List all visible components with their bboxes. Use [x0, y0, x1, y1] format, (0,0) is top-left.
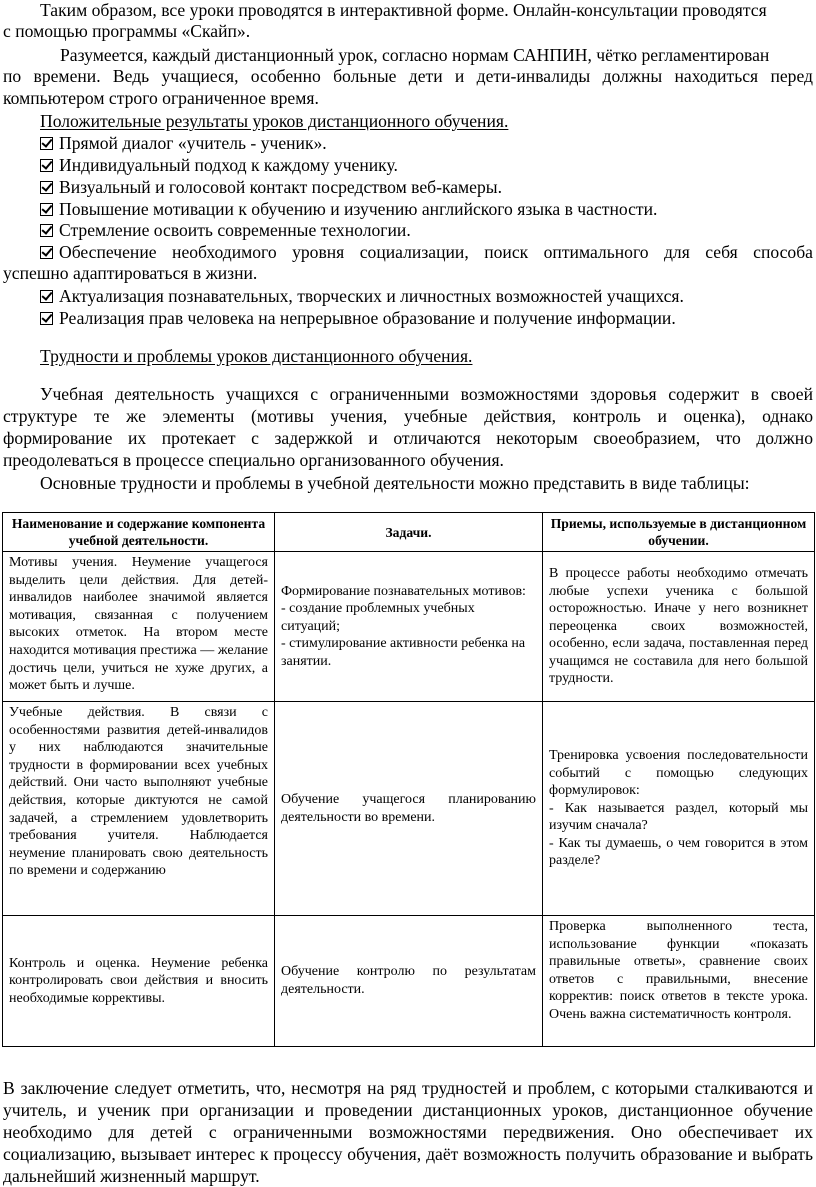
- table-header-row: [3, 513, 815, 552]
- list-item: Визуальный и голосовой контакт посредством веб-камеры.: [40, 177, 502, 198]
- table-cell: Проверка выполненного теста, использование функции «показать правильные ответы», сравнение своих ответов с правильными, внесение корректив: поиск ответов в тексте урока. Очень важна систематичность контроля.: [543, 916, 815, 1047]
- table-cell: Мотивы учения. Неумение учащегося выделить цели действия. Для детей-инвалидов наиболее значимой является мотивация, связанная с получением высоких отметок. На втором месте находится мотивация престижа — желание достичь цели, учиться не хуже других, а может быть и лучше.: [3, 552, 275, 702]
- checkbox-checked-icon: [40, 224, 53, 237]
- table-header-cell: Задачи.: [275, 513, 543, 552]
- list-item: Актуализация познавательных, творческих и личностных возможностей учащихся.: [40, 286, 684, 307]
- body-line: формирование их протекает с задержкой и отличаются некоторым своеобразием, что должно: [3, 428, 813, 448]
- table-row: [3, 552, 815, 702]
- intro-line: с помощью программы «Скайп».: [3, 21, 251, 41]
- table-cell: Обучение контролю по результатам деятельности.: [275, 916, 543, 1047]
- checkbox-checked-icon: [40, 203, 53, 216]
- list-item-continuation: успешно адаптироваться в жизни.: [3, 263, 258, 283]
- checkbox-checked-icon: [40, 137, 53, 150]
- list-item: Прямой диалог «учитель - ученик».: [40, 133, 327, 154]
- checkbox-checked-icon: [40, 312, 53, 325]
- table-header-cell: Наименование и содержание компонента учебной деятельности.: [3, 513, 275, 552]
- checkbox-checked-icon: [40, 290, 53, 303]
- checkbox-checked-icon: [40, 181, 53, 194]
- difficulties-heading: Трудности и проблемы уроков дистанционного обучения.: [40, 346, 473, 366]
- positive-results-heading: Положительные результаты уроков дистанционного обучения.: [40, 111, 509, 131]
- intro-line: компьютером строго ограниченное время.: [3, 88, 319, 108]
- table-cell: Контроль и оценка. Неумение ребенка контролировать свои действия и вносить необходимые коррективы.: [3, 916, 275, 1047]
- list-item: Стремление освоить современные технологии.: [40, 220, 411, 241]
- intro-line: Таким образом, все уроки проводятся в интерактивной форме. Онлайн-консультации проводятся: [40, 0, 767, 20]
- body-line: структуре те же элементы (мотивы учения, учебные действия, контроль и оценка), однако: [3, 406, 813, 426]
- body-line: Основные трудности и проблемы в учебной деятельности можно представить в виде таблицы:: [40, 473, 750, 493]
- checkbox-checked-icon: [40, 246, 53, 259]
- body-line: Учебная деятельность учащихся с ограниченными возможностями здоровья содержит в своей: [40, 384, 813, 404]
- table-cell: В процессе работы необходимо отмечать любые успехи ученика с большой осторожностью. Иначе у него возникнет переоценка своих возможностей, особенно, если задача, поставленная перед учащимся не составила для него большой трудности.: [543, 552, 815, 702]
- table-cell: Обучение учащегося планированию деятельности во времени.: [275, 702, 543, 916]
- checkbox-checked-icon: [40, 159, 53, 172]
- difficulties-table: [2, 512, 815, 1047]
- list-item: Индивидуальный подход к каждому ученику.: [40, 155, 398, 176]
- table-row: [3, 702, 815, 916]
- table-cell: Тренировка усвоения последовательности событий с помощью следующих формулировок: - Как называется раздел, который мы изучим сначала? - Как ты думаешь, о чем говорится в этом разделе?: [543, 702, 815, 916]
- table-cell: Учебные действия. В связи с особенностями развития детей-инвалидов у них наблюдаются значительные трудности в формировании всех учебных действий. Они часто выполняют учебные действия, которые диктуются не самой задачей, а стремлением удовлетворить требования учителя. Наблюдается неумение планировать свою деятельность по времени и содержанию: [3, 702, 275, 916]
- body-line: преодолеваться в процессе специально организованного обучения.: [3, 450, 504, 470]
- list-item: Реализация прав человека на непрерывное образование и получение информации.: [40, 308, 676, 329]
- list-item: Повышение мотивации к обучению и изучению английского языка в частности.: [40, 199, 657, 220]
- table-header-cell: Приемы, используемые в дистанционном обучении.: [543, 513, 815, 552]
- table-cell: Формирование познавательных мотивов: - создание проблемных учебных ситуаций; - стимулирование активности ребенка на занятии.: [275, 552, 543, 702]
- intro-line: Разумеется, каждый дистанционный урок, согласно нормам САНПИН, чётко регламентирован: [60, 45, 770, 65]
- table-row: [3, 916, 815, 1047]
- intro-line: по времени. Ведь учащиеся, особенно больные дети и дети-инвалиды должны находиться перед: [3, 66, 813, 86]
- conclusion-paragraph: В заключение следует отметить, что, несмотря на ряд трудностей и проблем, с которыми сталкиваются и учитель, и ученик при организации и проведении дистанционных уроков, дистанционное обучение необходимо для детей с ограниченными возможностями передвижения. Оно обеспечивает их социализацию, вызывает интерес к процессу обучения, даёт возможность получить образование и выбрать дальнейший жизненный маршрут.: [3, 1078, 813, 1186]
- list-item: Обеспечение необходимого уровня социализации, поиск оптимального для себя способа: [40, 242, 813, 263]
